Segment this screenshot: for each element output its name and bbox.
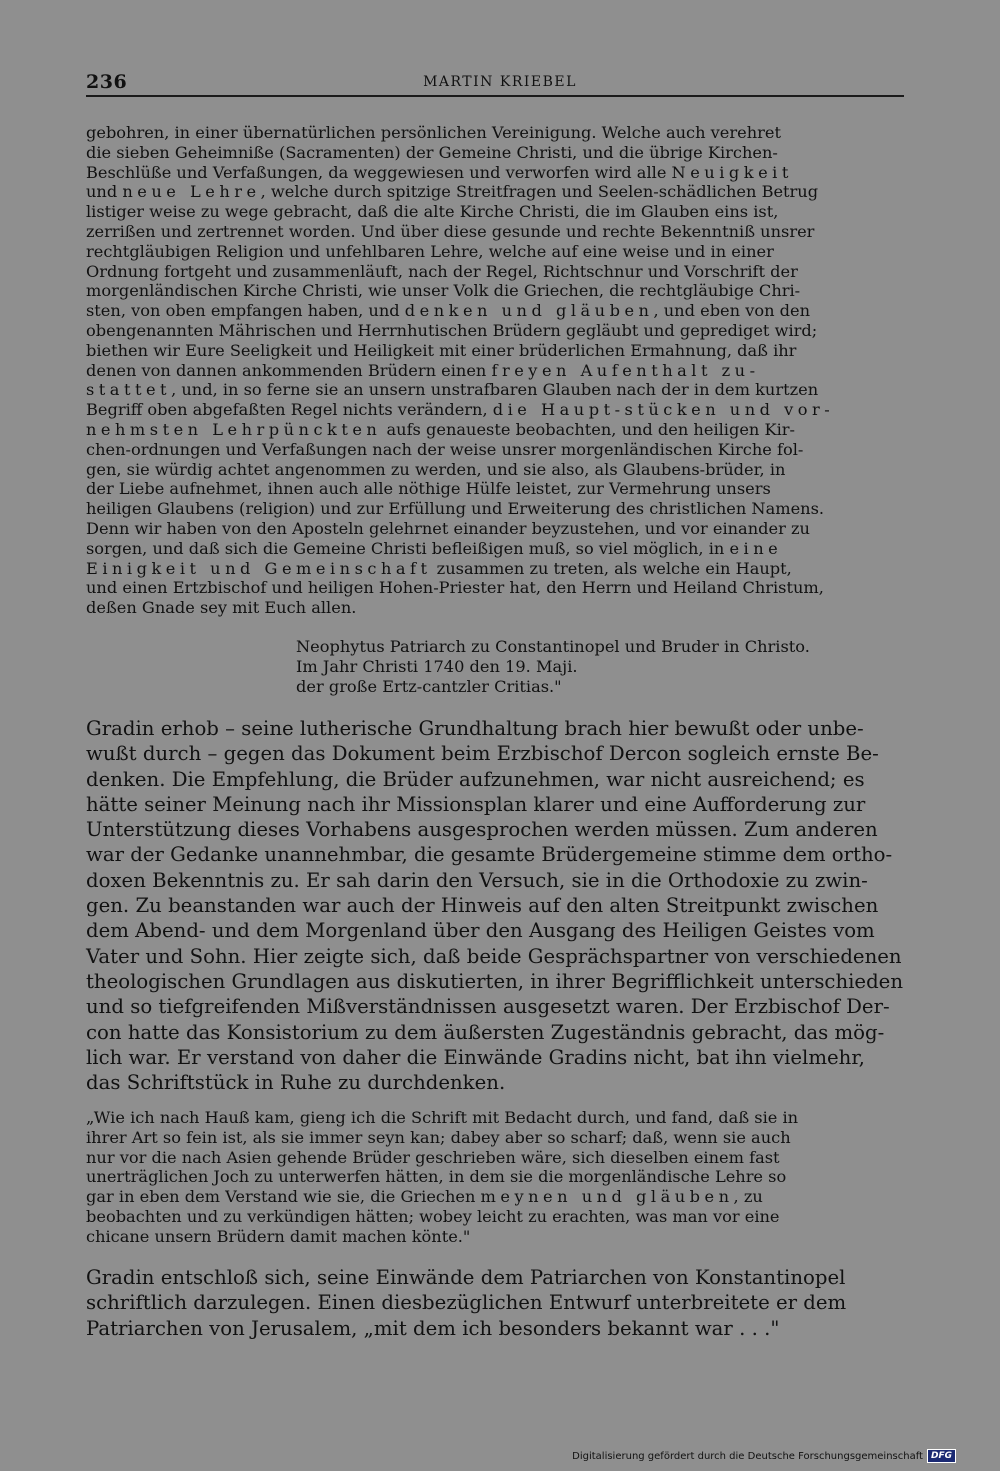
signature-block bbox=[296, 637, 916, 696]
quote-line: sten, von oben empfangen haben, und denken und gläuben, und eben von den bbox=[86, 301, 811, 321]
credit-text: Digitalisierung gefördert durch die Deutsche Forschungsgemeinschaft bbox=[572, 1450, 923, 1462]
quote-line: Ordnung fortgeht und zusammenläuft, nach der Regel, Richtschnur und Vorschrift der bbox=[86, 261, 798, 281]
quote-line: rechtgläubigen Religion und unfehlbaren Lehre, welche auf eine weise und in einer bbox=[86, 241, 774, 261]
quote-line: chen-ordnungen und Verfaßungen nach der weise unsrer morgenländischen Kirche fol- bbox=[86, 439, 804, 459]
quote-line: unerträglichen Joch zu unterwerfen hätten, in dem sie die morgenländische Lehre so bbox=[86, 1167, 787, 1187]
quote-block-2 bbox=[86, 1108, 904, 1247]
body-line: und so tiefgreifenden Mißverständnissen ausgesetzt waren. Der Erzbischof Der- bbox=[86, 995, 890, 1019]
quote-line: Einigkeit und Gemeinschaft zusammen zu treten, als welche ein Haupt, bbox=[86, 558, 792, 578]
quote-line: gebohren, in einer übernatürlichen persönlichen Vereinigung. Welche auch verehret bbox=[86, 123, 781, 142]
quote-line: der Liebe aufnehmet, ihnen auch alle nöthige Hülfe leistet, zur Vermehrung unsers bbox=[86, 479, 771, 499]
body-line: hätte seiner Meinung nach ihr Missionsplan klarer und eine Aufforderung zur bbox=[86, 792, 866, 816]
quote-line: heiligen Glaubens (religion) und zur Erfüllung und Erweiterung des christlichen Namens. bbox=[86, 499, 825, 519]
body-line: gen. Zu beanstanden war auch der Hinweis auf den alten Streitpunkt zwischen bbox=[86, 894, 879, 918]
quote-line: beobachten und zu verkündigen hätten; wobey leicht zu erachten, was man vor eine bbox=[86, 1206, 780, 1226]
quote-line: sorgen, und daß sich die Gemeine Christi befleißigen muß, so viel möglich, in eine bbox=[86, 538, 783, 558]
quote-line: denen von dannen ankommenden Brüdern einen freyen Aufenthalt zu- bbox=[86, 360, 760, 380]
quote-line: „Wie ich nach Hauß kam, gieng ich die Schrift mit Bedacht durch, und fand, daß sie in bbox=[86, 1108, 799, 1127]
quote-line: deßen Gnade sey mit Euch allen. bbox=[86, 598, 357, 618]
quote-block-1 bbox=[86, 123, 904, 618]
quote-line: nehmsten Lehrpünckten aufs genaueste beobachten, und den heiligen Kir- bbox=[86, 419, 795, 439]
body-line: con hatte das Konsistorium zu dem äußersten Zugeständnis gebracht, das mög- bbox=[86, 1020, 885, 1044]
signature-line: Neophytus Patriarch zu Constantinopel und Bruder in Christo. bbox=[296, 637, 810, 656]
body-line: Gradin entschloß sich, seine Einwände dem Patriarchen von Konstantinopel bbox=[86, 1266, 846, 1289]
body-line: Patriarchen von Jerusalem, „mit dem ich besonders bekannt war . . ." bbox=[86, 1316, 780, 1340]
quote-line: die sieben Geheimniße (Sacramenten) der Gemeine Christi, und die übrige Kirchen- bbox=[86, 142, 778, 162]
body-line: theologischen Grundlagen aus diskutierten, in ihrer Begrifflichkeit unterschieden bbox=[86, 969, 904, 993]
body-line: denken. Die Empfehlung, die Brüder aufzunehmen, war nicht ausreichend; es bbox=[86, 767, 865, 791]
quote-line: morgenländischen Kirche Christi, wie unser Volk die Griechen, die rechtgläubige Chri- bbox=[86, 281, 801, 301]
quote-line: und einen Ertzbischof und heiligen Hohen-Priester hat, den Herrn und Heiland Christum, bbox=[86, 578, 824, 598]
quote-line: listiger weise zu wege gebracht, daß die alte Kirche Christi, die im Glauben eins ist, bbox=[86, 202, 779, 222]
quote-line: obengenannten Mährischen und Herrnhutischen Brüdern gegläubt und geprediget wird; bbox=[86, 320, 818, 340]
quote-line: stattet, und, in so ferne sie an unsern unstrafbaren Glauben nach der in dem kurtzen bbox=[86, 380, 819, 400]
quote-line: nur vor die nach Asien gehende Brüder geschrieben wäre, sich dieselben einem fast bbox=[86, 1147, 780, 1167]
body-line: dem Abend- und dem Morgenland über den Ausgang des Heiligen Geistes vom bbox=[86, 919, 875, 943]
quote-line: Denn wir haben von den Aposteln gelehrnet einander beyzustehen, und vor einander zu bbox=[86, 518, 810, 538]
body-paragraph-2 bbox=[86, 1265, 904, 1341]
body-line: lich war. Er verstand von daher die Einwände Gradins nicht, bat ihn vielmehr, bbox=[86, 1045, 865, 1069]
body-line: war der Gedanke unannehmbar, die gesamte Brüdergemeine stimme dem ortho- bbox=[86, 843, 893, 867]
body-line: das Schriftstück in Ruhe zu durchdenken. bbox=[86, 1071, 506, 1095]
quote-line: und neue Lehre, welche durch spitzige Streitfragen und Seelen-schädlichen Betrug bbox=[86, 182, 819, 202]
body-line: Vater und Sohn. Hier zeigte sich, daß beide Gesprächspartner von verschiedenen bbox=[86, 944, 902, 968]
quote-line: zerrißen und zertrennet worden. Und über diese gesunde und rechte Bekenntniß unsrer bbox=[86, 221, 815, 241]
header-rule bbox=[86, 95, 904, 97]
quote-line: gen, sie würdig achtet angenommen zu werden, und sie also, als Glaubens-brüder, in bbox=[86, 459, 786, 479]
body-line: Gradin erhob – seine lutherische Grundhaltung brach hier bewußt oder unbe- bbox=[86, 717, 864, 740]
body-line: wußt durch – gegen das Dokument beim Erzbischof Dercon sogleich ernste Be- bbox=[86, 742, 879, 766]
quote-line: chicane unsern Brüdern damit machen könte." bbox=[86, 1226, 471, 1246]
body-line: doxen Bekenntnis zu. Er sah darin den Versuch, sie in die Orthodoxie zu zwin- bbox=[86, 868, 868, 892]
digitization-credit bbox=[572, 1449, 956, 1463]
body-line: Unterstützung dieses Vorhabens ausgesprochen werden müssen. Zum anderen bbox=[86, 818, 878, 842]
signature-line: Im Jahr Christi 1740 den 19. Maji. bbox=[296, 656, 578, 676]
quote-line: ihrer Art so fein ist, als sie immer seyn kan; dabey aber so scharf; daß, wenn sie auch bbox=[86, 1127, 791, 1147]
signature-line: der große Ertz-cantzler Critias." bbox=[296, 676, 562, 696]
quote-line: Begriff oben abgefaßten Regel nichts verändern, die Haupt-stücken und vor- bbox=[86, 400, 835, 420]
quote-line: biethen wir Eure Seeligkeit und Heiligkeit mit einer brüderlichen Ermahnung, daß ihr bbox=[86, 340, 797, 360]
page-number: 236 bbox=[86, 71, 128, 93]
quote-line: gar in eben dem Verstand wie sie, die Griechen meynen und gläuben, zu bbox=[86, 1187, 763, 1207]
body-line: schriftlich darzulegen. Einen diesbezüglichen Entwurf unterbreitete er dem bbox=[86, 1291, 847, 1315]
quote-line: Beschlüße und Verfaßungen, da weggewiesen und verworfen wird alle Neuigkeit bbox=[86, 162, 793, 182]
running-head: MARTIN KRIEBEL bbox=[423, 74, 577, 90]
dfg-logo: DFG bbox=[927, 1449, 956, 1463]
body-paragraph-1 bbox=[86, 716, 904, 1095]
